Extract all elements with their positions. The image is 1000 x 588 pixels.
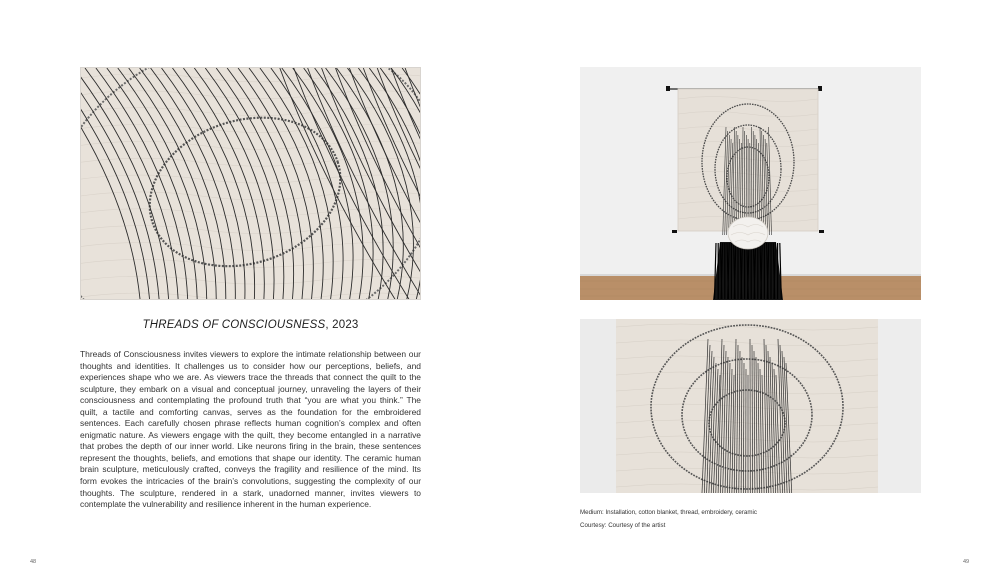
artwork-description: Threads of Consciousness invites viewers to explore the intimate relationship between our thoughts and identities. It challenges us to consider how our perceptions, beliefs, and experiences shape who we are. As viewers trace the threads that connect the quilt to the sculpture, they embark on a visual and conceptual journey, unraveling the layers of their consciousness and contemplating the profound truth that “you are what you think.” The quilt, a tactile and comforting canvas, serves as the foundation for the embroidered sentences. Each carefully chosen phrase reflects human cognition’s complex and often enigmatic nature. As viewers engage with the quilt, they become entangled in a narrative that probes the depth of our inner world. Like neurons firing in the brain, these sentences represent the thoughts, beliefs, and emotions that shape our identity. The ceramic human brain sculpture, meticulously crafted, conveys the fragility and resilience of the mind. Its form evokes the intricacies of the brain’s convolutions, suggesting the complexity of our thoughts. The sculpture, rendered in a stark, unadorned manner, invites viewers to contemplate the vulnerability and resilience inherent in the human experience. <box>80 349 421 510</box>
page-number-left: 48 <box>30 559 37 565</box>
caption-courtesy: Courtesy: Courtesy of the artist <box>580 522 666 529</box>
page-number-right: 49 <box>963 559 970 565</box>
installation-view-image <box>580 67 921 300</box>
artwork-title-year: , 2023 <box>325 319 359 331</box>
quilt-closeup-image <box>81 68 420 299</box>
quilt-detail-photo <box>580 319 921 493</box>
quilt-detail-image <box>580 319 921 493</box>
artwork-title-name: THREADS OF CONSCIOUSNESS <box>142 319 326 331</box>
quilt-closeup-photo <box>80 67 421 300</box>
caption-medium: Medium: Installation, cotton blanket, thread, embroidery, ceramic <box>580 509 757 516</box>
installation-view-photo <box>580 67 921 300</box>
artwork-title <box>80 319 421 331</box>
